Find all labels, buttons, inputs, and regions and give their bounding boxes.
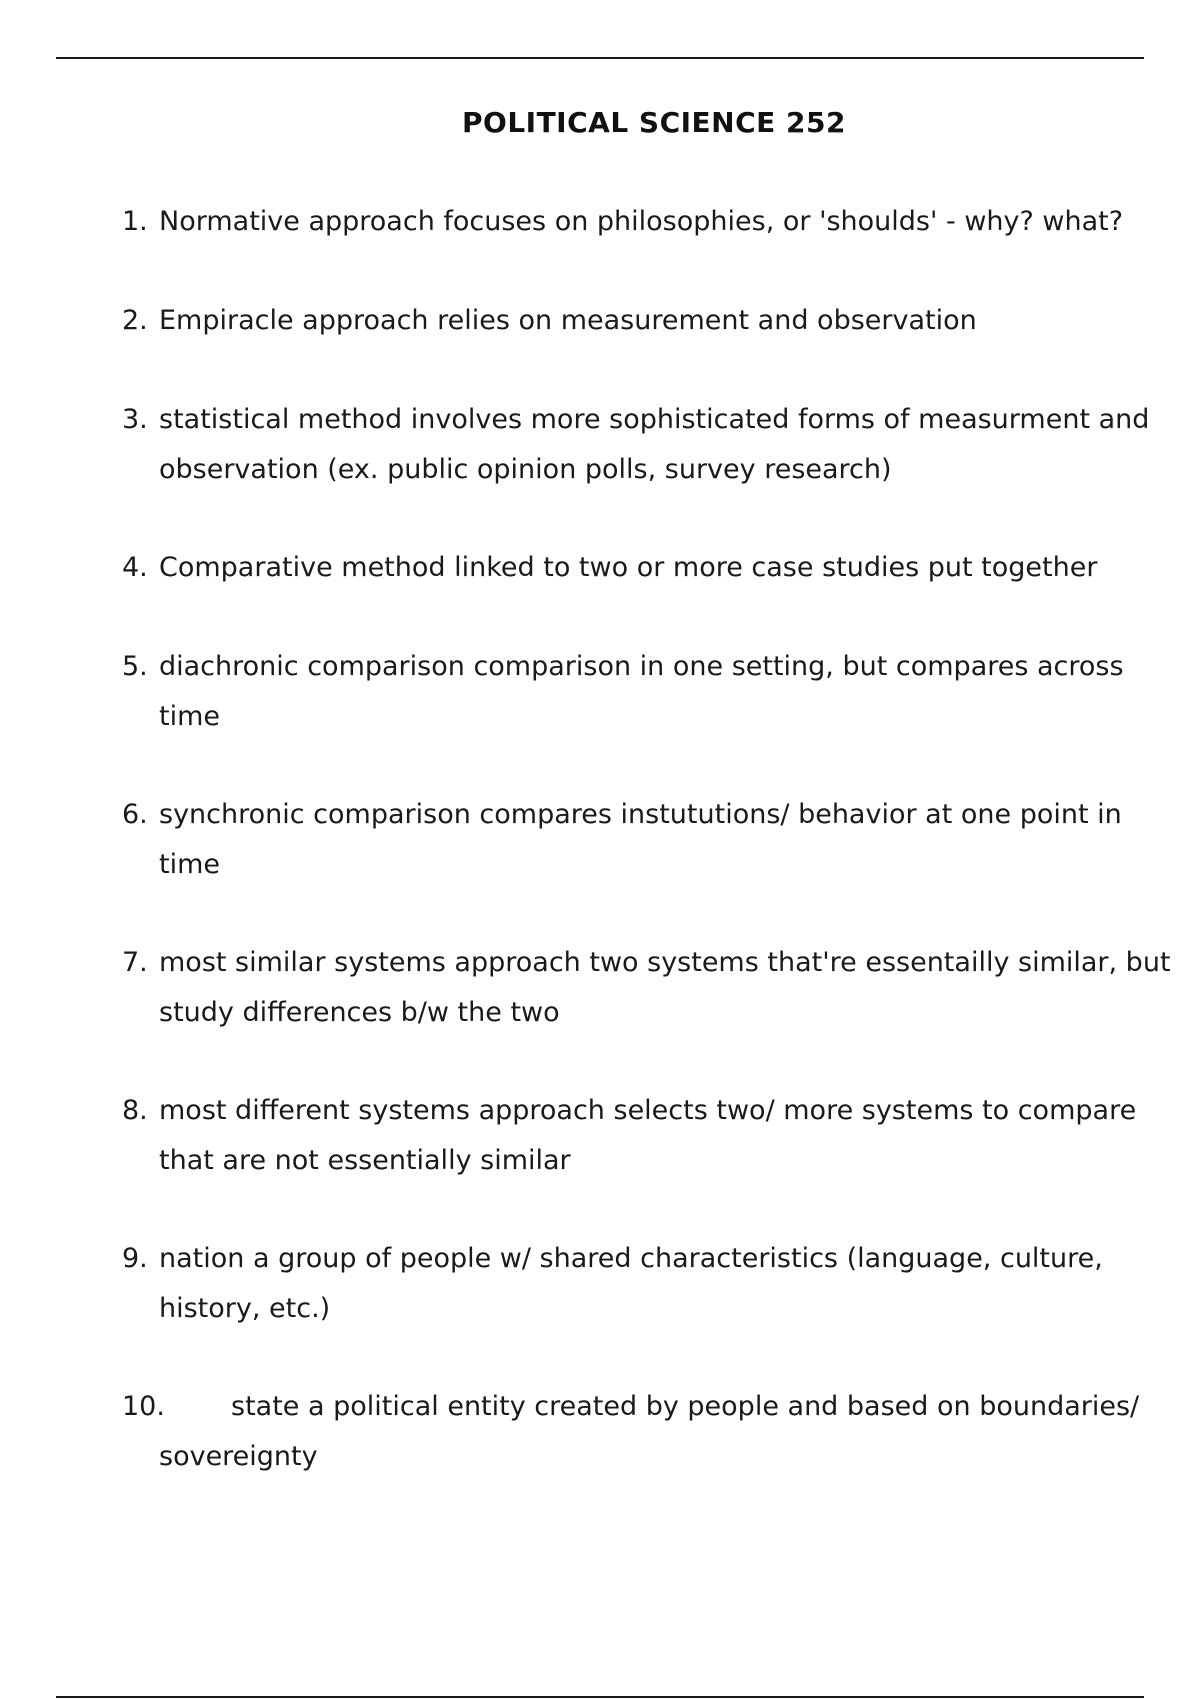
list-item (122, 543, 1182, 593)
list-item (122, 1234, 1182, 1334)
bottom-rule (56, 1696, 1144, 1698)
list-item (122, 395, 1182, 495)
item-number: 8. (122, 1095, 148, 1126)
item-number: 5. (122, 651, 148, 682)
list-item (122, 1382, 1182, 1482)
item-number: 9. (122, 1243, 148, 1274)
item-text: statistical method involves more sophisticated forms of measurment and observation (ex. public opinion polls, survey research) (159, 404, 1150, 485)
item-text: synchronic comparison compares instututions/ behavior at one point in time (159, 799, 1122, 880)
list-item (122, 197, 1182, 247)
item-number: 10. (122, 1391, 165, 1422)
item-text: Comparative method linked to two or more case studies put together (159, 552, 1098, 583)
item-number: 6. (122, 799, 148, 830)
item-text: state a political entity created by people and based on boundaries/ sovereignty (159, 1391, 1140, 1472)
item-text: Empiracle approach relies on measurement and observation (159, 305, 977, 336)
item-text: most different systems approach selects two/ more systems to compare that are not essentially similar (159, 1095, 1137, 1176)
list-item (122, 296, 1182, 346)
item-text: Normative approach focuses on philosophies, or 'shoulds' - why? what? (159, 206, 1124, 237)
top-rule (56, 57, 1144, 59)
list-item (122, 642, 1182, 742)
item-number: 4. (122, 552, 148, 583)
document-title: POLITICAL SCIENCE 252 (462, 106, 846, 139)
item-text: nation a group of people w/ shared characteristics (language, culture, history, etc.) (159, 1243, 1103, 1324)
item-number: 2. (122, 305, 148, 336)
item-number: 1. (122, 206, 148, 237)
item-number: 7. (122, 947, 148, 978)
list-item (122, 1086, 1182, 1186)
item-text: diachronic comparison comparison in one setting, but compares across time (159, 651, 1124, 732)
item-number: 3. (122, 404, 148, 435)
item-text: most similar systems approach two systems that're essentailly similar, but study differences b/w the two (159, 947, 1171, 1028)
list-item (122, 790, 1182, 890)
list-item (122, 938, 1182, 1038)
